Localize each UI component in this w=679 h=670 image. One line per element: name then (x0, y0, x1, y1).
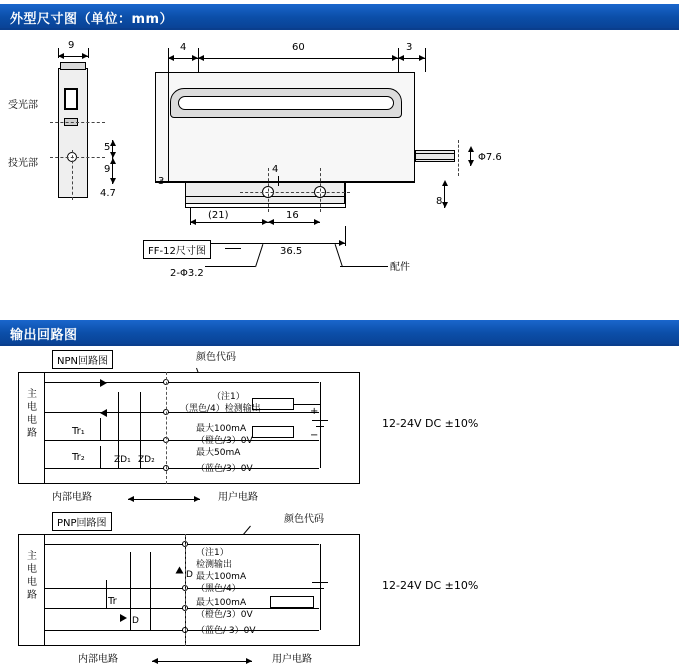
label-receiver: 受光部 (8, 100, 38, 111)
dim-5: 5 (104, 142, 111, 153)
pnp-diode-2: D (132, 616, 139, 626)
dim-21: (21) (208, 210, 229, 221)
dim-4-7: 4.7 (100, 188, 116, 199)
npn-supply-minus: − (310, 430, 319, 441)
npn-wire-1: （黑色/4）检测输出 (180, 404, 261, 414)
pnp-color-code-label: 颜色代码 (284, 514, 324, 525)
pnp-diode-1: D (186, 570, 193, 580)
dim-4-mid: 4 (272, 164, 279, 175)
pnp-wire-4: （蓝色/ 3）0V (196, 626, 256, 636)
npn-note-1: （注1） (212, 392, 245, 402)
sensor-cover-inner (178, 96, 394, 110)
npn-supply-voltage: 12-24V DC ±10% (382, 417, 479, 430)
pnp-wire-2: （黑色/4） (196, 584, 241, 594)
npn-supply-plus: + (310, 406, 319, 417)
label-emitter: 投光部 (8, 158, 38, 169)
npn-zd1-label: ZD₁ (114, 455, 131, 465)
pnp-user-label: 用户电路 (272, 654, 312, 665)
pnp-spec-2: 最大100mA (196, 598, 247, 608)
dim-width-9: 9 (68, 40, 75, 51)
dim-60: 60 (292, 42, 305, 53)
pnp-wire-3: （橙色/3）0V (196, 610, 253, 620)
npn-user-label: 用户电路 (218, 492, 258, 503)
receiver-window (64, 88, 78, 110)
dim-16: 16 (286, 210, 299, 221)
sensor-side-top-cap (60, 62, 86, 70)
pnp-internal-label: 内部电路 (78, 654, 118, 665)
npn-internal-label: 内部电路 (52, 492, 92, 503)
npn-spec-1: 最大100mA (196, 424, 247, 434)
pnp-wire-1: 检测输出 (196, 560, 233, 570)
npn-zd2-label: ZD₂ (138, 455, 155, 465)
npn-wire-3: （蓝色/3）0V (196, 464, 253, 474)
dim-9b: 9 (104, 164, 111, 175)
dim-3-right: 3 (406, 42, 413, 53)
npn-load-block (252, 426, 294, 438)
npn-color-code-label: 颜色代码 (196, 352, 236, 363)
pnp-spec-1: 最大100mA (196, 572, 247, 582)
sensor-cable (415, 150, 455, 162)
npn-spec-2: 最大50mA (196, 448, 241, 458)
npn-tr1-label: Tr₁ (72, 426, 85, 437)
accessory-note: 配件 (390, 262, 410, 273)
pnp-left-column-text: 主 电 电 路 (27, 551, 37, 601)
section-header-dimensions (0, 4, 679, 30)
pnp-tr-label: Tr (108, 596, 117, 607)
pnp-load-block (270, 596, 314, 608)
npn-tr2-label: Tr₂ (72, 452, 85, 463)
npn-circuit-title: NPN回路图 (52, 350, 113, 369)
section-header-output-circuit (0, 320, 679, 346)
dim-8: 8 (436, 196, 443, 207)
ff12-dimension-note: FF-12尺寸图 (143, 240, 211, 259)
pnp-note-1: （注1） (196, 548, 229, 558)
section-title: 外型尺寸图（单位：mm） (10, 12, 174, 27)
dim-36-5: 36.5 (280, 246, 303, 257)
npn-output-block (252, 398, 294, 410)
dim-3-left: 3 (158, 176, 165, 187)
section-title: 输出回路图 (10, 328, 78, 343)
pnp-supply-voltage: 12-24V DC ±10% (382, 579, 479, 592)
dim-4-top: 4 (180, 42, 187, 53)
dim-phi-7-6: Φ7.6 (478, 152, 502, 163)
pnp-circuit-title: PNP回路图 (52, 512, 112, 531)
npn-left-column-text: 主 电 电 路 (27, 389, 37, 439)
npn-wire-2: （橙色/3）0V (196, 436, 253, 446)
hole-note: 2-Φ3.2 (170, 268, 204, 279)
